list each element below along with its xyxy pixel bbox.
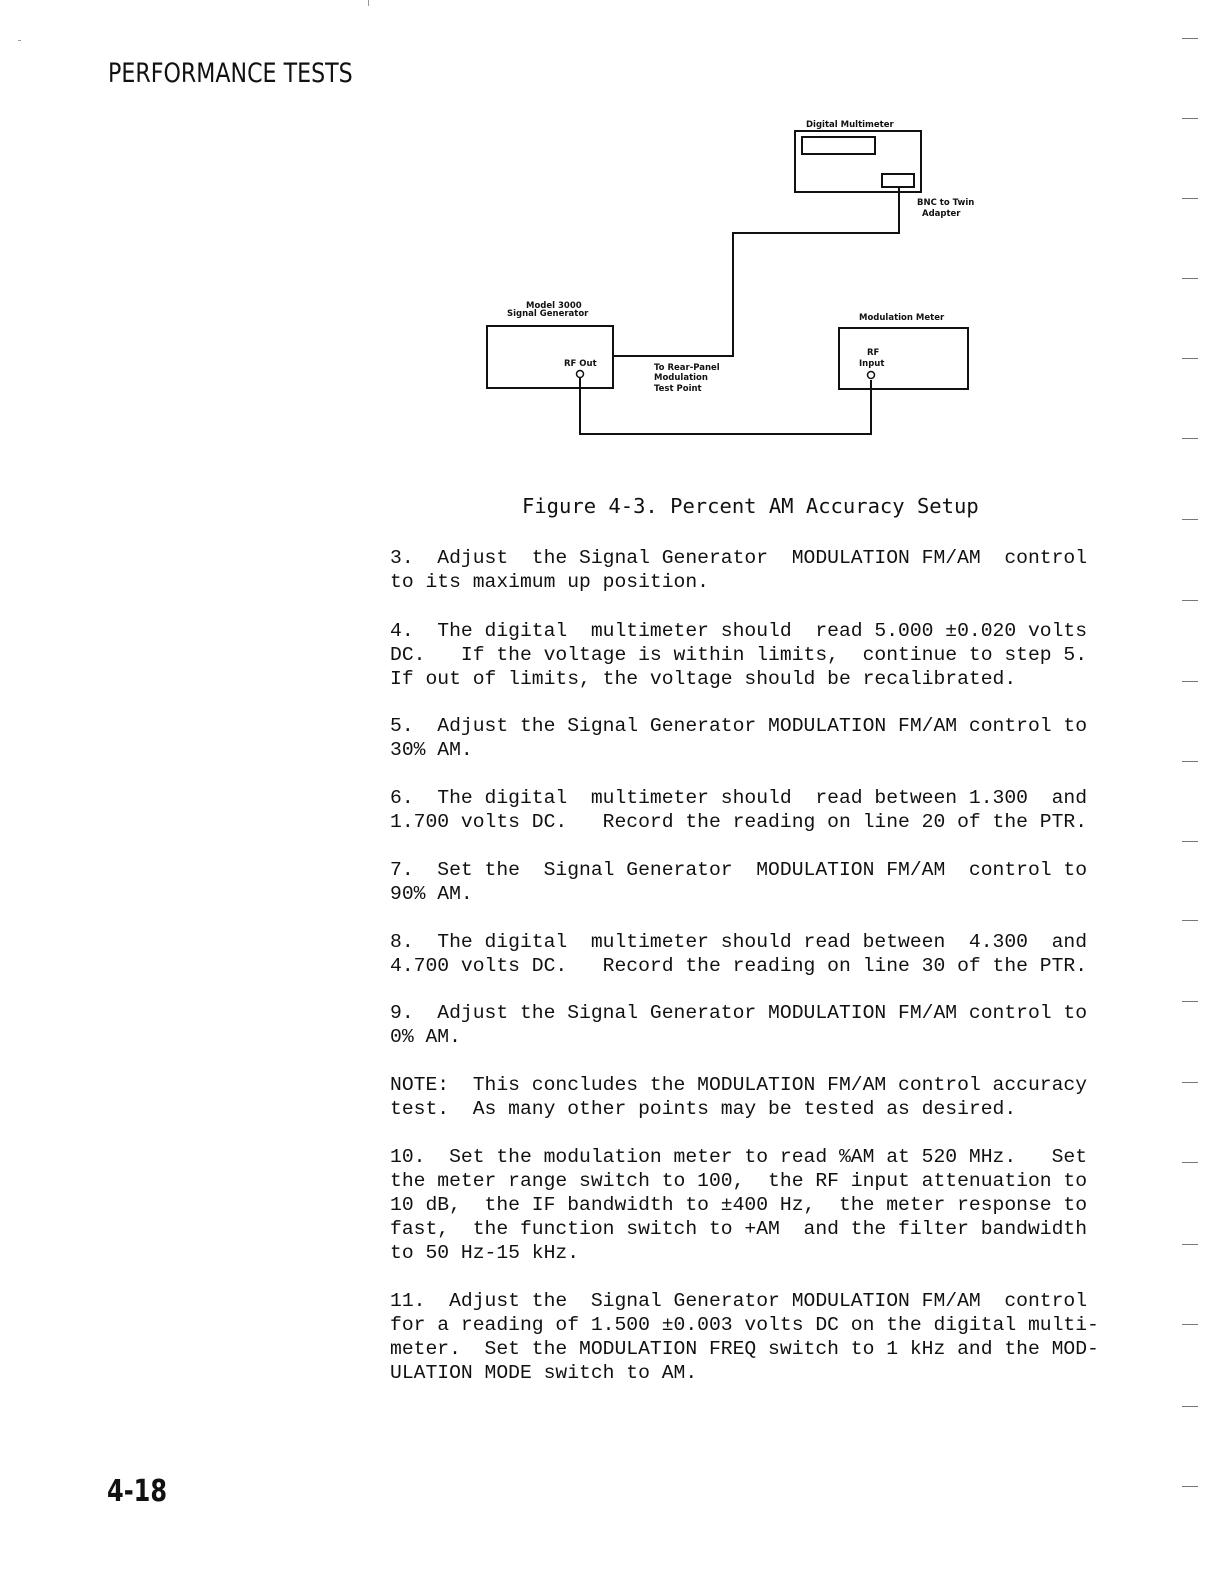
sg-label-1: Model 3000 <box>526 301 582 311</box>
margin-dash <box>1182 1001 1198 1002</box>
margin-dash <box>1182 1324 1198 1325</box>
step-6: 6. The digital multimeter should read between 1.300 and 1.700 volts DC. Record the reading on line 20 of the PTR. <box>390 787 1088 833</box>
margin-dash <box>1182 118 1198 119</box>
figure-caption: Figure 4-3. Percent AM Accuracy Setup <box>522 494 979 518</box>
margin-dash <box>1182 519 1198 520</box>
margin-dash <box>1182 1082 1198 1083</box>
step-11: 11. Adjust the Signal Generator MODULATION FM/AM control for a reading of 1.500 ±0.003 volts DC on the digital multi- meter. Set the MODULATION FREQ switch to 1 kHz and the MOD- ULATION MODE switch to AM. <box>390 1290 1099 1384</box>
margin-dash <box>1182 1486 1198 1487</box>
margin-dash <box>1182 1406 1198 1407</box>
step-7: 7. Set the Signal Generator MODULATION FM/AM control to 90% AM. <box>390 859 1088 905</box>
margin-dash <box>1182 841 1198 842</box>
rf-out-connector <box>577 371 584 378</box>
bnc-label-1: BNC to Twin <box>917 198 975 208</box>
step-4: 4. The digital multimeter should read 5.000 ±0.020 volts DC. If the voltage is within limits, continue to step 5. If out of limits, the voltage should be recalibrated. <box>390 620 1088 690</box>
scan-mark <box>18 40 21 41</box>
margin-dash <box>1182 198 1198 199</box>
step-3: 3. Adjust the Signal Generator MODULATION FM/AM control to its maximum up position. <box>390 547 1088 593</box>
step-10: 10. Set the modulation meter to read %AM at 520 MHz. Set the meter range switch to 100, the RF input attenuation to 10 dB, the IF bandwidth to ±400 Hz, the meter response to fast, the function switch to +AM and the filter bandwidth to 50 Hz-15 kHz. <box>390 1146 1088 1264</box>
signal-generator-box <box>487 326 613 388</box>
bnc-label-2: Adapter <box>922 209 961 219</box>
rf-input-label-1: RF <box>867 348 880 358</box>
setup-diagram <box>470 110 990 450</box>
rf-out-label: RF Out <box>564 359 597 369</box>
margin-dash <box>1182 278 1198 279</box>
diagram-svg <box>470 110 990 450</box>
rf-input-connector <box>868 372 875 379</box>
margin-dash <box>1182 438 1198 439</box>
dmm-cable <box>614 187 899 356</box>
dmm-label: Digital Multimeter <box>806 120 894 130</box>
step-5: 5. Adjust the Signal Generator MODULATION FM/AM control to 30% AM. <box>390 715 1088 761</box>
margin-dash <box>1182 38 1198 39</box>
scan-mark <box>368 0 369 6</box>
margin-dash <box>1182 920 1198 921</box>
rf-cable <box>580 378 871 434</box>
digital-multimeter-box <box>795 131 921 192</box>
dmm-display <box>802 137 875 154</box>
rear-panel-label-3: Test Point <box>654 384 702 394</box>
margin-dash <box>1182 1244 1198 1245</box>
margin-dash <box>1182 358 1198 359</box>
step-9: 9. Adjust the Signal Generator MODULATION FM/AM control to 0% AM. <box>390 1002 1088 1048</box>
page-number: 4-18 <box>107 1474 168 1509</box>
rf-input-label-2: Input <box>859 359 885 369</box>
step-8: 8. The digital multimeter should read between 4.300 and 4.700 volts DC. Record the reading on line 30 of the PTR. <box>390 931 1088 977</box>
margin-dash <box>1182 600 1198 601</box>
page-header: PERFORMANCE TESTS <box>108 58 353 89</box>
margin-dash <box>1182 1162 1198 1163</box>
margin-dash <box>1182 681 1198 682</box>
rear-panel-label-2: Modulation <box>654 373 708 383</box>
dmm-input-jack <box>882 174 914 187</box>
modulation-meter-label: Modulation Meter <box>859 313 945 323</box>
sg-label-2: Signal Generator <box>507 309 589 319</box>
rear-panel-label-1: To Rear-Panel <box>654 363 720 373</box>
note: NOTE: This concludes the MODULATION FM/AM control accuracy test. As many other points may be tested as desired. <box>390 1074 1088 1120</box>
margin-dash <box>1182 761 1198 762</box>
